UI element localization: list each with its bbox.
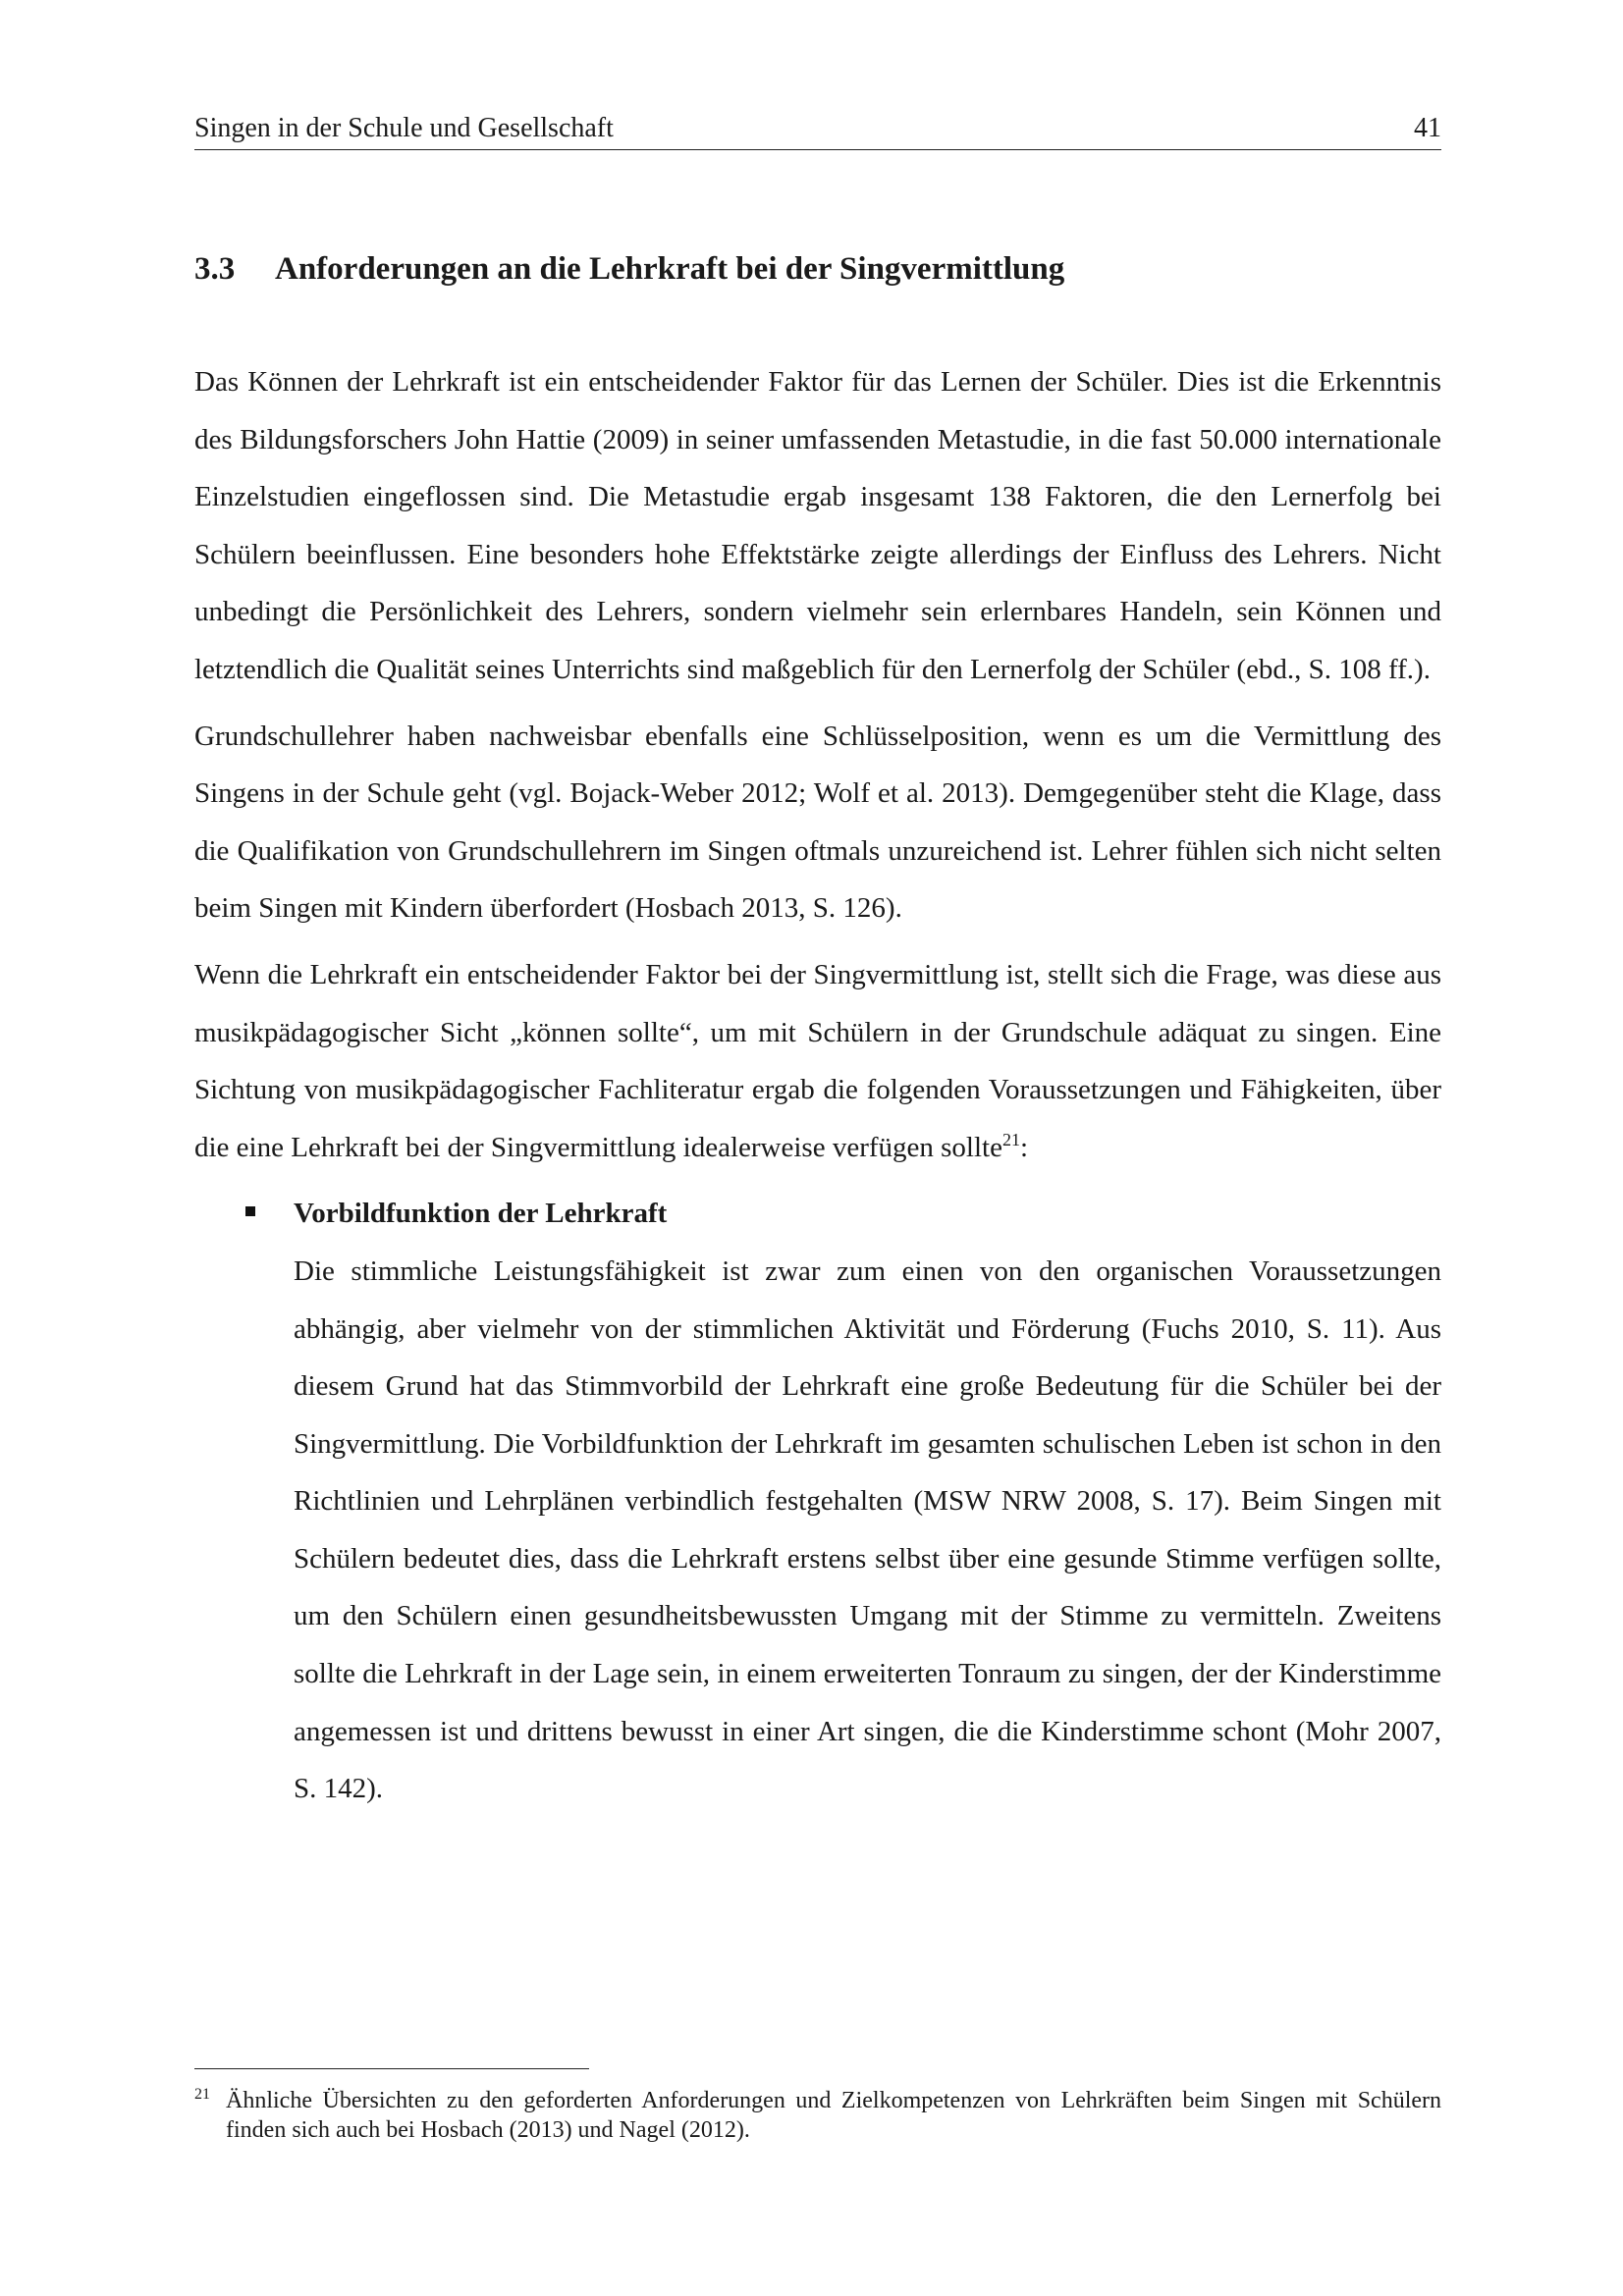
section-title: Anforderungen an die Lehrkraft bei der Singvermittlung — [275, 251, 1065, 287]
paragraph-3-tail: : — [1019, 1131, 1029, 1163]
square-bullet-icon — [245, 1206, 255, 1216]
running-header — [194, 110, 1441, 150]
bullet-text: Die stimmliche Leistungsfähigkeit ist zwar zum einen von den organischen Voraussetzungen abhängig, aber vielmehr von der stimmlichen Aktivität und Förderung (Fuchs 2010, S. 11). Aus diesem Grund hat das Stimmvorbild der Lehrkraft eine große Bedeutung für die Schüler bei der Singvermittlung. Die Vorbildfunktion der Lehrkraft im gesamten schulischen Leben ist schon in den Richtlinien und Lehrplänen verbindlich festgehalten (MSW NRW 2008, S. 17). Beim Singen mit Schülern bedeutet dies, dass die Lehrkraft erstens selbst über eine gesunde Stimme verfügen sollte, um den Schülern einen gesundheitsbewussten Umgang mit der Stimme zu vermitteln. Zweitens sollte die Lehrkraft in der Lage sein, in einem erweiterten Tonraum zu singen, der der Kinderstimme angemessen ist und drittens bewusst in einer Art singen, die die Kinderstimme schont (Mohr 2007, S. 142). — [294, 1255, 1441, 1805]
footnote-divider — [194, 2068, 589, 2069]
section-heading — [194, 247, 1441, 291]
paragraph-2: Grundschullehrer haben nachweisbar ebenfalls eine Schlüsselposition, wenn es um die Vermittlung des Singens in der Schule geht (vgl. Bojack-Weber 2012; Wolf et al. 2013). Demgegenüber steht die Klage, dass die Qualifikation von Grundschullehrern im Singen oftmals unzureichend ist. Lehrer fühlen sich nicht selten beim Singen mit Kindern überfordert (Hosbach 2013, S. 126). — [194, 720, 1441, 925]
section-number: 3.3 — [194, 251, 236, 287]
paragraph-3 — [194, 946, 1441, 1176]
body-text — [194, 353, 1441, 1818]
paragraph-3-text: Wenn die Lehrkraft ein entscheidender Faktor bei der Singvermittlung ist, stellt sich die Frage, was diese aus musikpädagogischer Sicht „können sollte“, um mit Schülern in der Grundschule adäquat zu singen. Eine Sichtung von musikpädagogischer Fachliteratur ergab die folgenden Voraussetzungen und Fähigkeiten, über die eine Lehrkraft bei der Singvermittlung idealerweise verfügen sollte — [194, 958, 1441, 1163]
footnote-text: Ähnliche Übersichten zu den geforderten Anforderungen und Zielkompetenzen von Lehrkräften beim Singen mit Schülern finden sich auch bei Hosbach (2013) und Nagel (2012). — [226, 2088, 1441, 2143]
bullet-title: Vorbildfunktion der Lehrkraft — [294, 1198, 668, 1230]
running-title: Singen in der Schule und Gesellschaft — [194, 113, 614, 143]
footnote-marker: 21 — [194, 2086, 210, 2103]
footnote-reference[interactable]: 21 — [1001, 1129, 1020, 1149]
page-number: 41 — [1414, 113, 1441, 143]
bullet-item — [194, 1185, 1441, 1818]
paragraph-1: Das Können der Lehrkraft ist ein entscheidender Faktor für das Lernen der Schüler. Dies ist die Erkenntnis des Bildungsforschers John Hattie (2009) in seiner umfassenden Metastudie, in die fast 50.000 internationale Einzelstudien eingeflossen sind. Die Metastudie ergab insgesamt 138 Faktoren, die den Lernerfolg bei Schülern beeinflussen. Eine besonders hohe Effektstärke zeigte allerdings der Einfluss des Lehrers. Nicht unbedingt die Persönlichkeit des Lehrers, sondern vielmehr sein erlernbares Handeln, sein Können und letztendlich die Qualität seines Unterrichts sind maßgeblich für den Lernerfolg der Schüler (ebd., S. 108 ff.). — [194, 366, 1441, 685]
footnote — [194, 2086, 1441, 2145]
